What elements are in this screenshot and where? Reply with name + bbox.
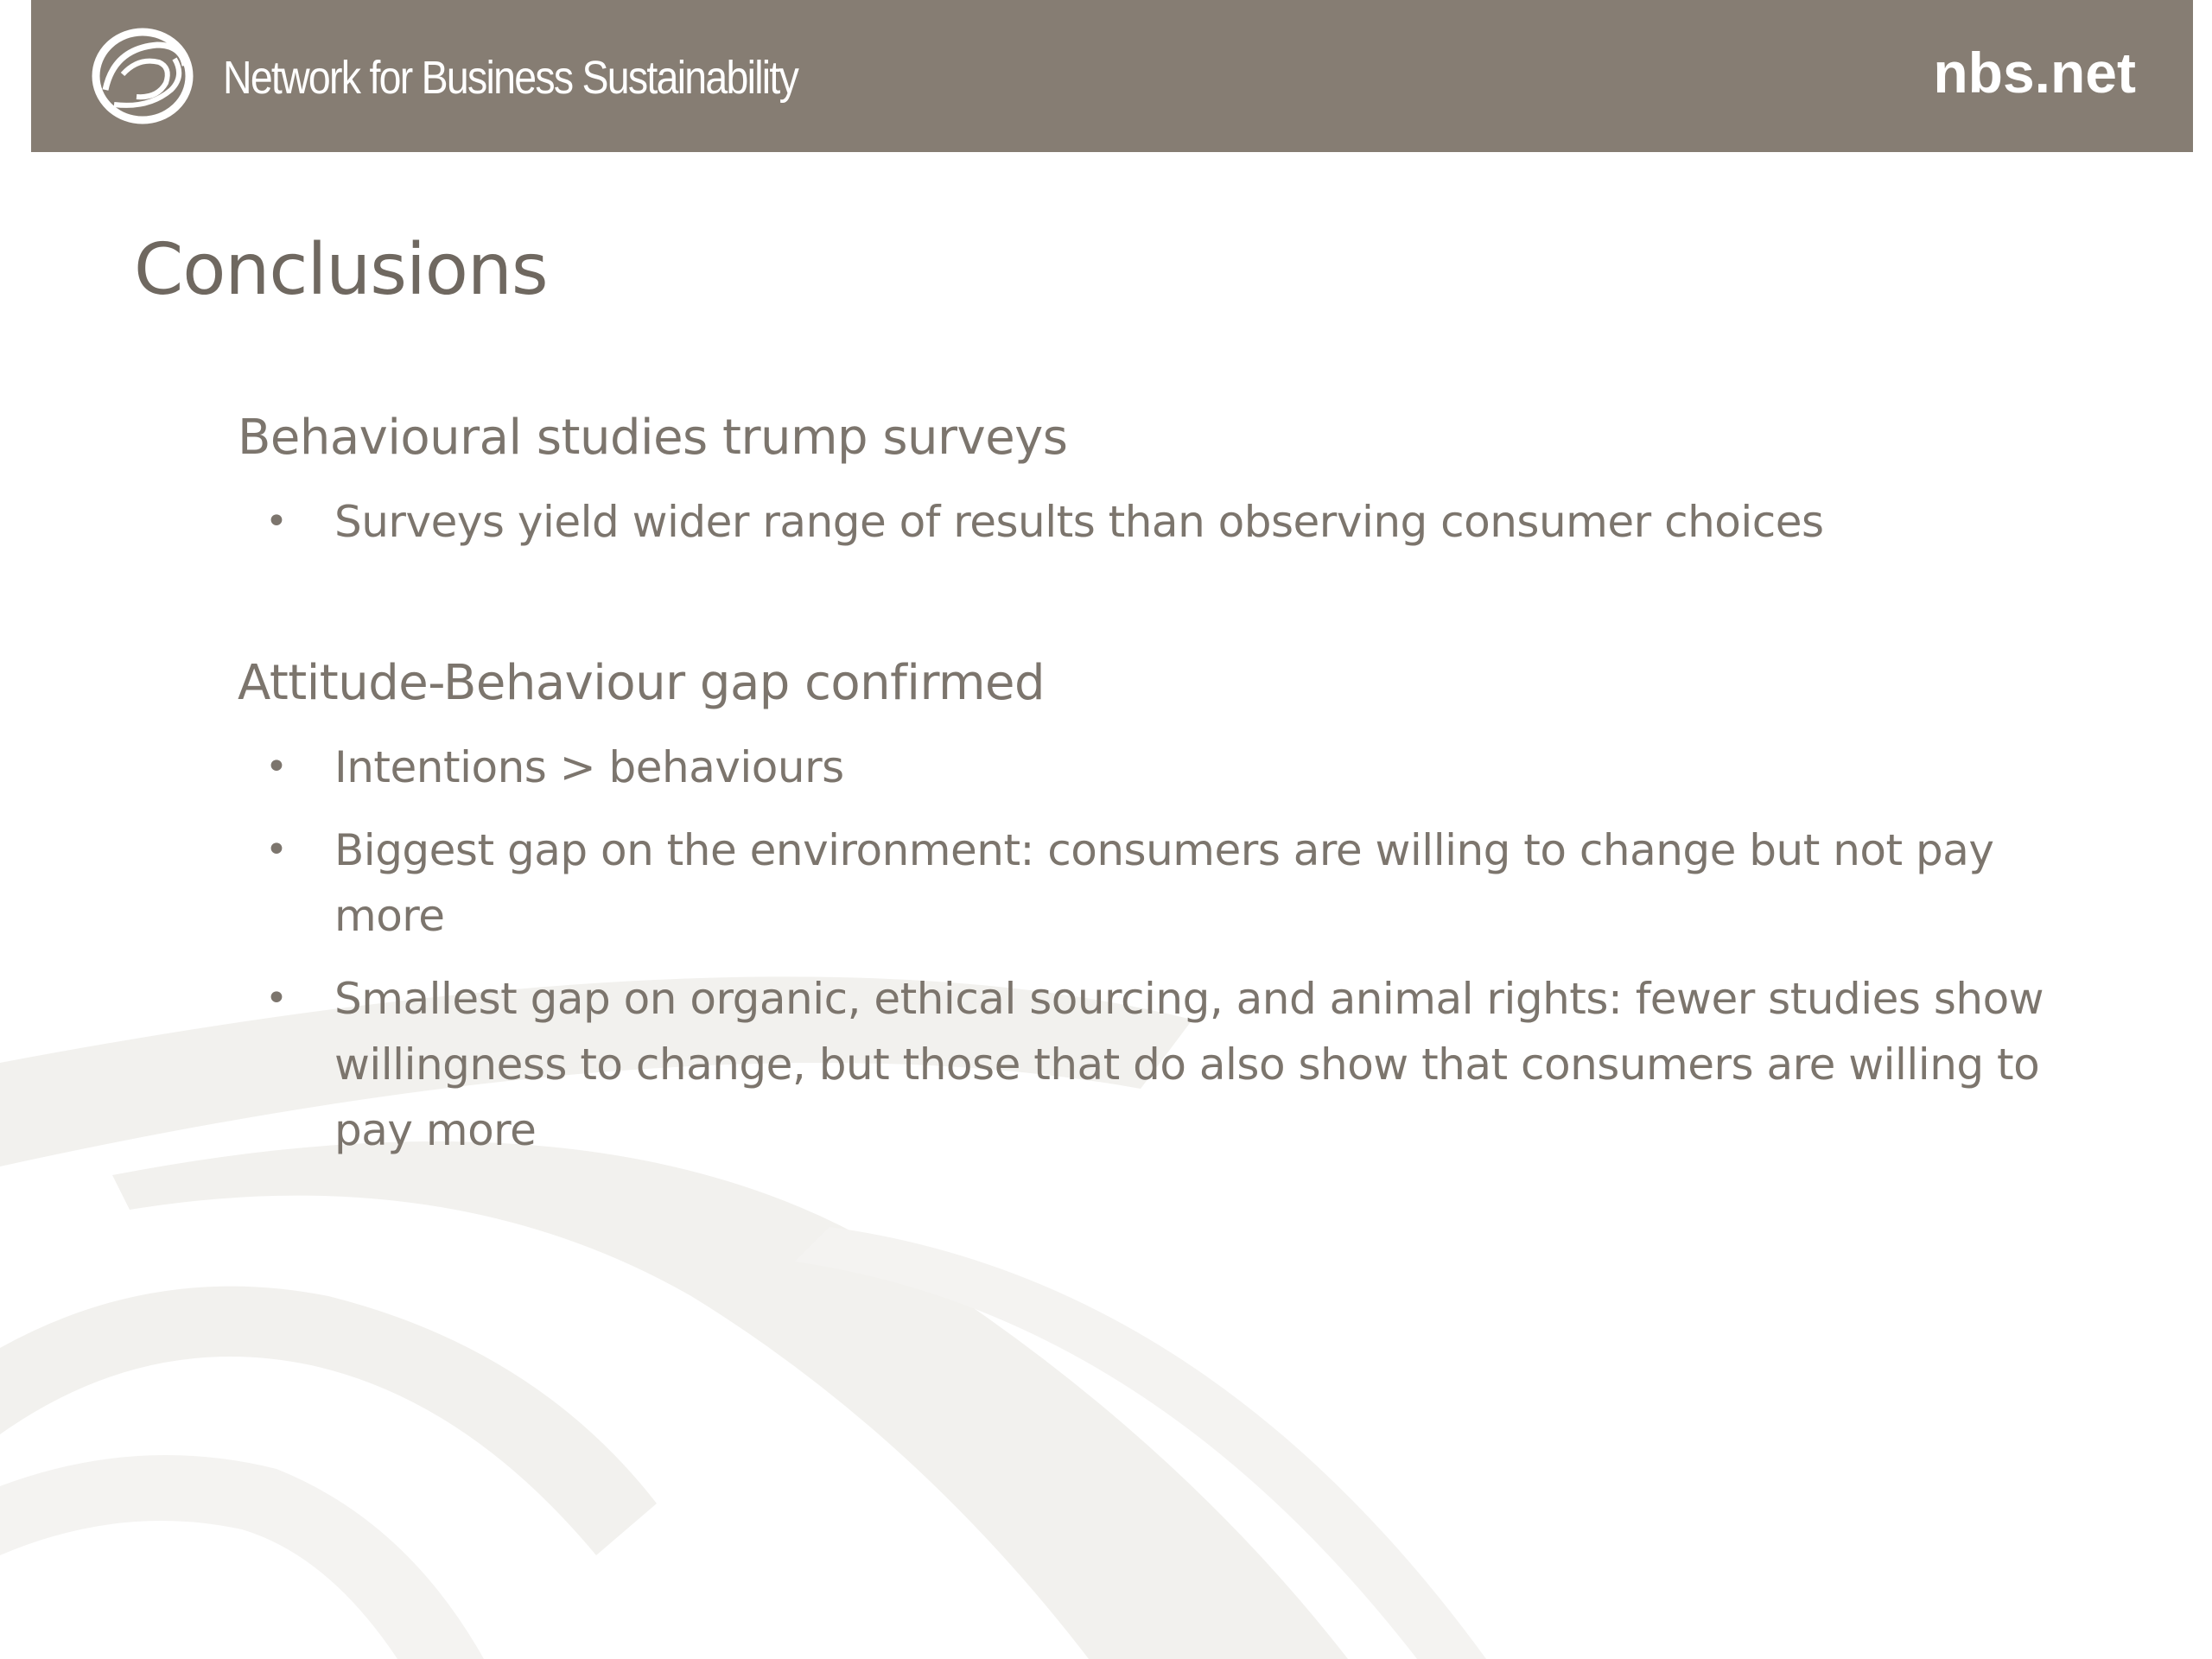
page-title: Conclusions <box>134 229 548 311</box>
bullet-text: Surveys yield wider range of results than observing consumer choices <box>334 497 1824 547</box>
site-url: nbs.net <box>1933 41 2136 105</box>
bullet-text: Intentions > behaviours <box>334 742 844 792</box>
slide-content <box>238 399 2095 1253</box>
section-heading: Behavioural studies trump surveys <box>238 410 1068 466</box>
bullet-list <box>238 489 2095 555</box>
bullet-dot-icon: • <box>265 828 288 872</box>
section-behavioural-studies <box>238 399 2095 555</box>
bullet-item <box>238 734 2095 800</box>
bullet-dot-icon: • <box>265 499 288 543</box>
bullet-text: Smallest gap on organic, ethical sourcing, and animal rights: fewer studies show willingness to change, but those that do also show that consumers are willing to pay more <box>334 974 2044 1155</box>
bullet-item <box>238 966 2095 1163</box>
nbs-ring-logo-icon <box>88 22 200 130</box>
bullet-item <box>238 489 2095 555</box>
section-heading: Attitude-Behaviour gap confirmed <box>238 655 1046 711</box>
bullet-text: Biggest gap on the environment: consumers are willing to change but not pay more <box>334 825 1994 941</box>
bullet-list <box>238 734 2095 1163</box>
bullet-dot-icon: • <box>265 976 288 1020</box>
organization-name: Network for Business Sustainability <box>223 52 798 104</box>
bullet-dot-icon: • <box>265 745 288 789</box>
section-attitude-behaviour-gap <box>238 645 2095 1163</box>
bullet-item <box>238 817 2095 949</box>
header-bar <box>31 0 2193 152</box>
